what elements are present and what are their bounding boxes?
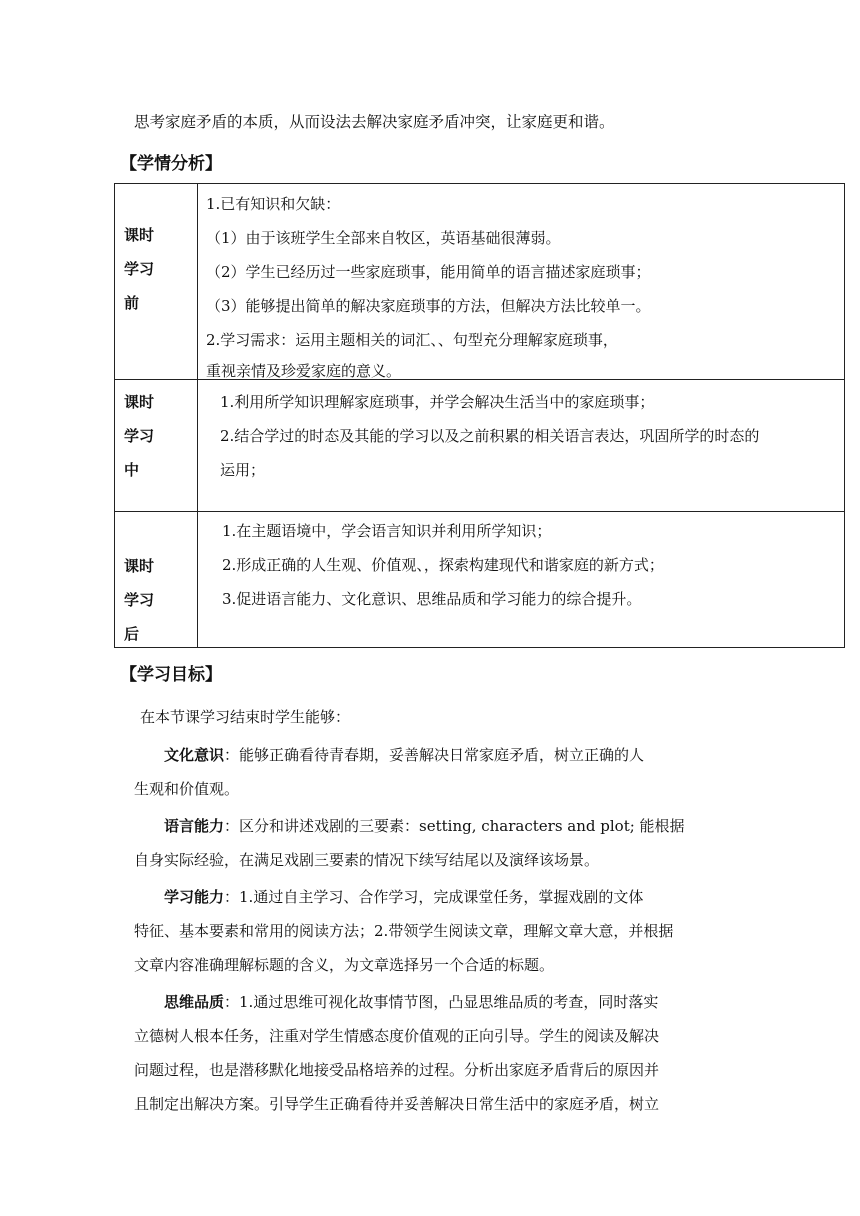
row-text: 运用； <box>220 461 266 479</box>
objective-text: 生观和价值观。 <box>134 780 240 798</box>
row-text: 1.利用所学知识理解家庭琐事，并学会解决生活当中的家庭琐事； <box>220 393 655 411</box>
objective-text: 特征、基本要素和常用的阅读方法；2.带领学生阅读文章，理解文章大意，并根据 <box>134 922 674 940</box>
objective-text: 立德树人根本任务，注重对学生情感态度价值观的正向引导。学生的阅读及解决 <box>134 1027 660 1045</box>
intro-line: 思考家庭矛盾的本质，从而设法去解决家庭矛盾冲突，让家庭更和谐。 <box>134 113 615 131</box>
table-row <box>115 184 845 380</box>
row-text: （2）学生已经历过一些家庭琐事，能用简单的语言描述家庭琐事； <box>206 263 651 281</box>
row-label-cell <box>115 512 198 648</box>
objective-thinking <box>134 985 734 1121</box>
row-text: （3）能够提出简单的解决家庭琐事的方法，但解决方法比较单一。 <box>206 297 651 315</box>
objective-key: 学习能力 <box>164 888 225 906</box>
objective-text: 问题过程，也是潜移默化地接受品格培养的过程。分析出家庭矛盾背后的原因并 <box>134 1061 660 1079</box>
row-label: 学习 <box>124 591 155 609</box>
objective-text: 自身实际经验，在满足戏剧三要素的情况下续写结尾以及演绎该场景。 <box>134 851 600 869</box>
row-label: 后 <box>124 625 140 643</box>
row-text: 3.促进语言能力、文化意识、思维品质和学习能力的综合提升。 <box>222 590 642 608</box>
row-text: 重视亲情及珍爱家庭的意义。 <box>206 362 402 380</box>
row-text: （1）由于该班学生全部来自牧区，英语基础很薄弱。 <box>206 229 561 247</box>
analysis-table <box>114 183 845 648</box>
objective-text: ：区分和讲述戏剧的三要素：setting, characters and plot; 能根据 <box>224 817 685 835</box>
row-content-cell <box>198 512 845 648</box>
analysis-title: 【学情分析】 <box>120 154 222 174</box>
objective-key: 思维品质 <box>164 993 225 1011</box>
objective-language <box>134 809 734 877</box>
row-text: 1.在主题语境中，学会语言知识并利用所学知识； <box>222 522 552 540</box>
row-text: 2.结合学过的时态及其能的学习以及之前积累的相关语言表达，巩固所学的时态的 <box>220 427 760 445</box>
row-label: 学习 <box>124 427 155 445</box>
row-content-cell <box>198 380 845 512</box>
row-label: 课时 <box>124 226 155 244</box>
row-content-cell <box>198 184 845 380</box>
row-label: 前 <box>124 294 140 312</box>
table-row <box>115 380 845 512</box>
row-label: 学习 <box>124 260 155 278</box>
row-text: 1.已有知识和欠缺： <box>206 195 341 213</box>
objective-text: 文章内容准确理解标题的含义，为文章选择另一个合适的标题。 <box>134 956 555 974</box>
row-text: 2.学习需求：运用主题相关的词汇、、句型充分理解家庭琐事， <box>206 331 618 349</box>
objective-text: ：1.通过自主学习、合作学习，完成课堂任务，掌握戏剧的文体 <box>224 888 644 906</box>
objective-key: 文化意识 <box>164 746 225 764</box>
row-label-cell <box>115 184 198 380</box>
objective-text: 且制定出解决方案。引导学生正确看待并妥善解决日常生活中的家庭矛盾，树立 <box>134 1095 660 1113</box>
objective-learning <box>134 880 734 982</box>
objective-text: ：1.通过思维可视化故事情节图，凸显思维品质的考查，同时落实 <box>224 993 659 1011</box>
table-row <box>115 512 845 648</box>
objectives-lead: 在本节课学习结束时学生能够： <box>140 708 351 726</box>
row-label: 课时 <box>124 557 155 575</box>
row-label-cell <box>115 380 198 512</box>
objectives-title: 【学习目标】 <box>120 665 222 685</box>
objective-culture <box>134 738 734 806</box>
objective-key: 语言能力 <box>164 817 225 835</box>
row-label: 课时 <box>124 393 155 411</box>
row-label: 中 <box>124 461 140 479</box>
row-text: 2.形成正确的人生观、价值观、，探索构建现代和谐家庭的新方式； <box>222 556 664 574</box>
objective-text: ：能够正确看待青春期，妥善解决日常家庭矛盾，树立正确的人 <box>224 746 645 764</box>
